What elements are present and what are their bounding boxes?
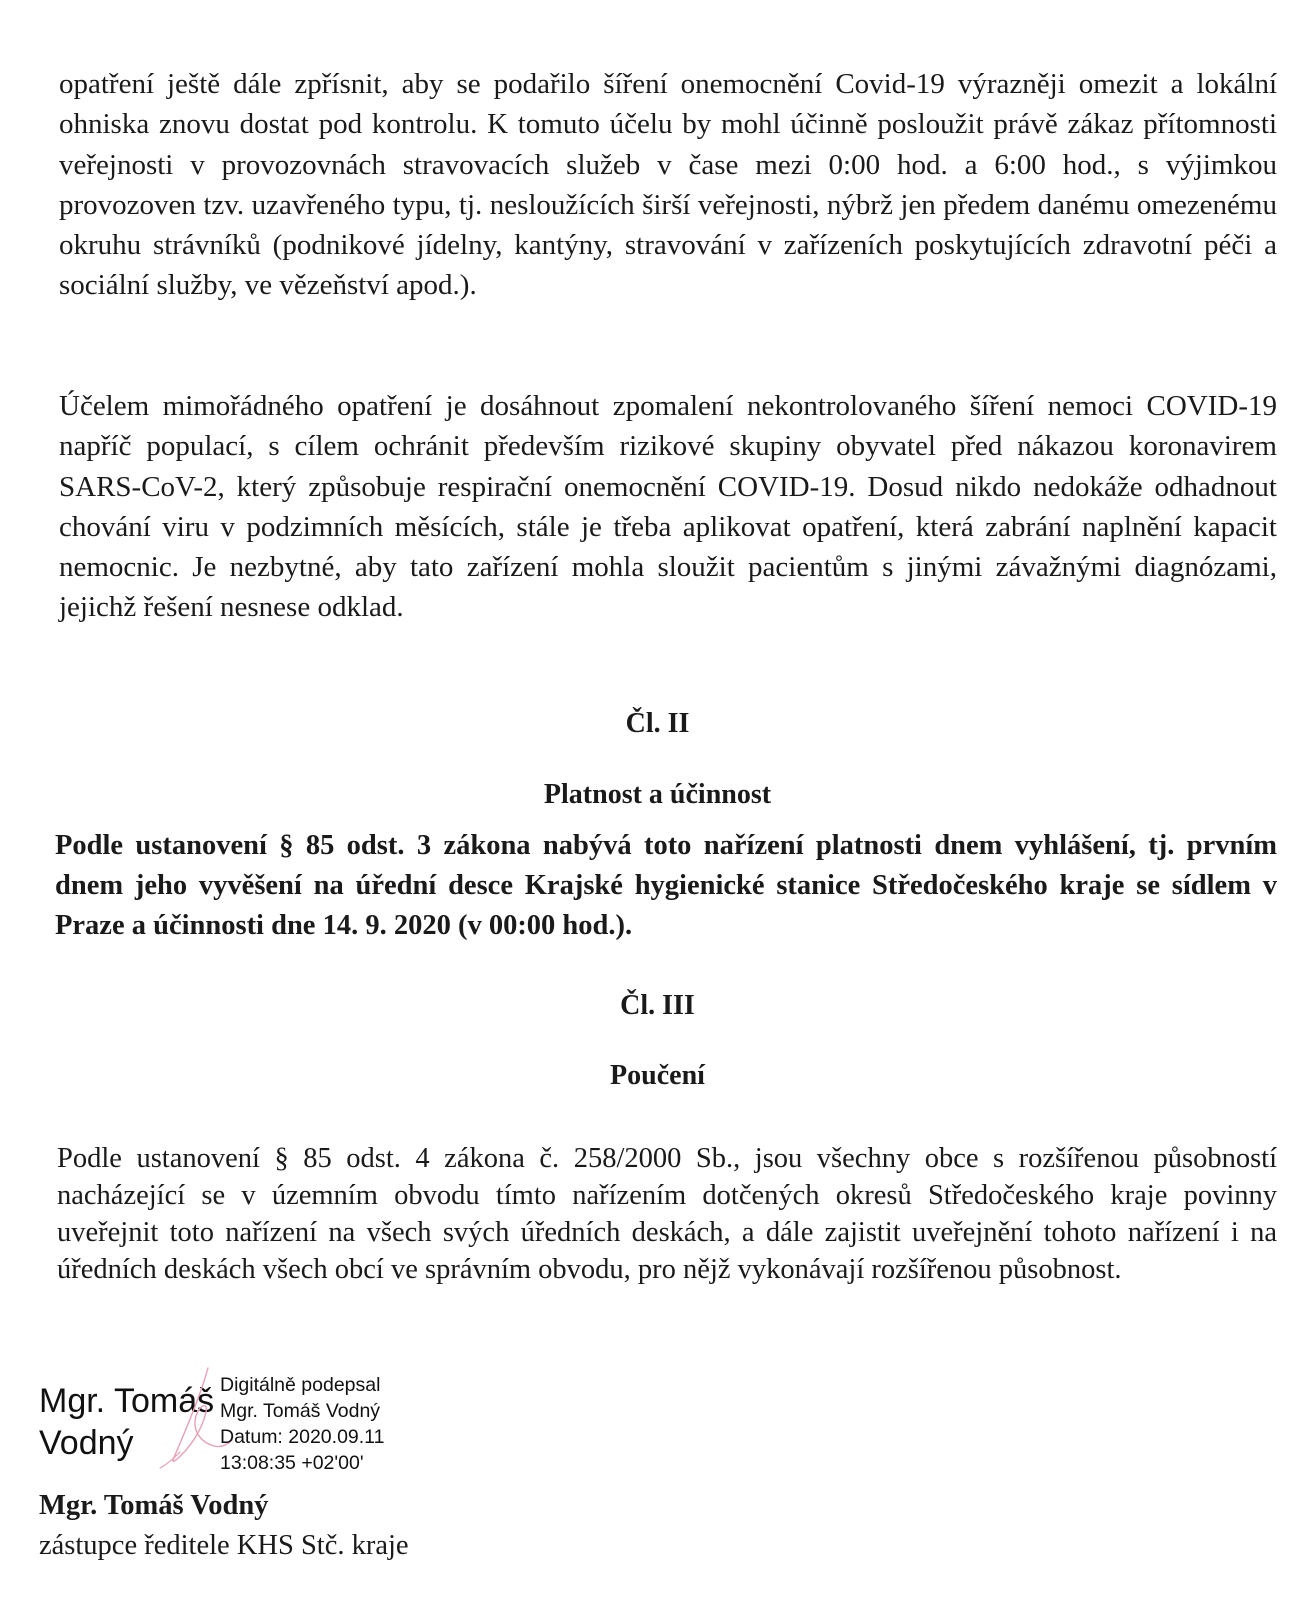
article-3-text: Podle ustanovení § 85 odst. 4 zákona č. 258/2000 Sb., jsou všechny obce s rozšířenou působností nacházející se v územním obvodu tímto nařízením dotčených okresů Středočeského kraje povinny uveřejnit toto nařízení na všech svých úředních deskách, a dále zajistit uveřejnění tohoto nařízení i na úředních deskách všech obcí ve správním obvodu, pro nějž vykonávají rozšířenou působnost. bbox=[57, 1143, 1277, 1285]
signature-name-line-2: Vodný bbox=[39, 1424, 134, 1462]
article-2-number: Čl. II bbox=[625, 708, 690, 739]
signature-detail-3: Datum: 2020.09.11 bbox=[220, 1426, 385, 1448]
signature-details bbox=[220, 1372, 384, 1476]
signer-role: zástupce ředitele KHS Stč. kraje bbox=[39, 1530, 409, 1561]
signer-name: Mgr. Tomáš Vodný bbox=[39, 1490, 269, 1521]
article-2-text: Podle ustanovení § 85 odst. 3 zákona nabývá toto nařízení platnosti dnem vyhlášení, tj. prvním dnem jeho vyvěšení na úřední desce Krajské hygienické stanice Středočeského kraje se sídlem v Praze a účinnosti dne 14. 9. 2020 (v 00:00 hod.). bbox=[55, 830, 1277, 941]
article-2-title: Platnost a účinnost bbox=[543, 779, 772, 810]
body-paragraph-1: opatření ještě dále zpřísnit, aby se podařilo šíření onemocnění Covid-19 výrazněji omezit a lokální ohniska znovu dostat pod kontrolu. K tomuto účelu by mohl účinně posloužit právě zákaz přítomnosti veřejnosti v provozovnách stravovacích služeb v čase mezi 0:00 hod. a 6:00 hod., s výjimkou provozoven tzv. uzavřeného typu, tj. nesloužících širší veřejnosti, nýbrž jen předem danému omezenému okruhu strávníků (podnikové jídelny, kantýny, stravování v zařízeních poskytujících zdravotní péči a sociální služby, ve vězeňství apod.). bbox=[59, 68, 1277, 302]
signature-detail-4: 13:08:35 +02'00' bbox=[220, 1452, 364, 1474]
signature-detail-2: Mgr. Tomáš Vodný bbox=[220, 1400, 381, 1422]
signature-detail-1: Digitálně podepsal bbox=[220, 1374, 381, 1396]
article-3-number: Čl. III bbox=[620, 990, 695, 1021]
article-3-title: Poučení bbox=[610, 1060, 705, 1091]
body-paragraph-2: Účelem mimořádného opatření je dosáhnout zpomalení nekontrolovaného šíření nemoci COVID-19 napříč populací, s cílem ochránit především rizikové skupiny obyvatel před nákazou koronavirem SARS-CoV-2, který způsobuje respirační onemocnění COVID-19. Dosud nikdo nedokáže odhadnout chování viru v podzimních měsících, stále je třeba aplikovat opatření, která zabrání naplnění kapacit nemocnic. Je nezbytné, aby tato zařízení mohla sloužit pacientům s jinými závažnými diagnózami, jejichž řešení nesnese odklad. bbox=[59, 390, 1277, 624]
signature-name-line-1: Mgr. Tomáš bbox=[39, 1382, 215, 1420]
